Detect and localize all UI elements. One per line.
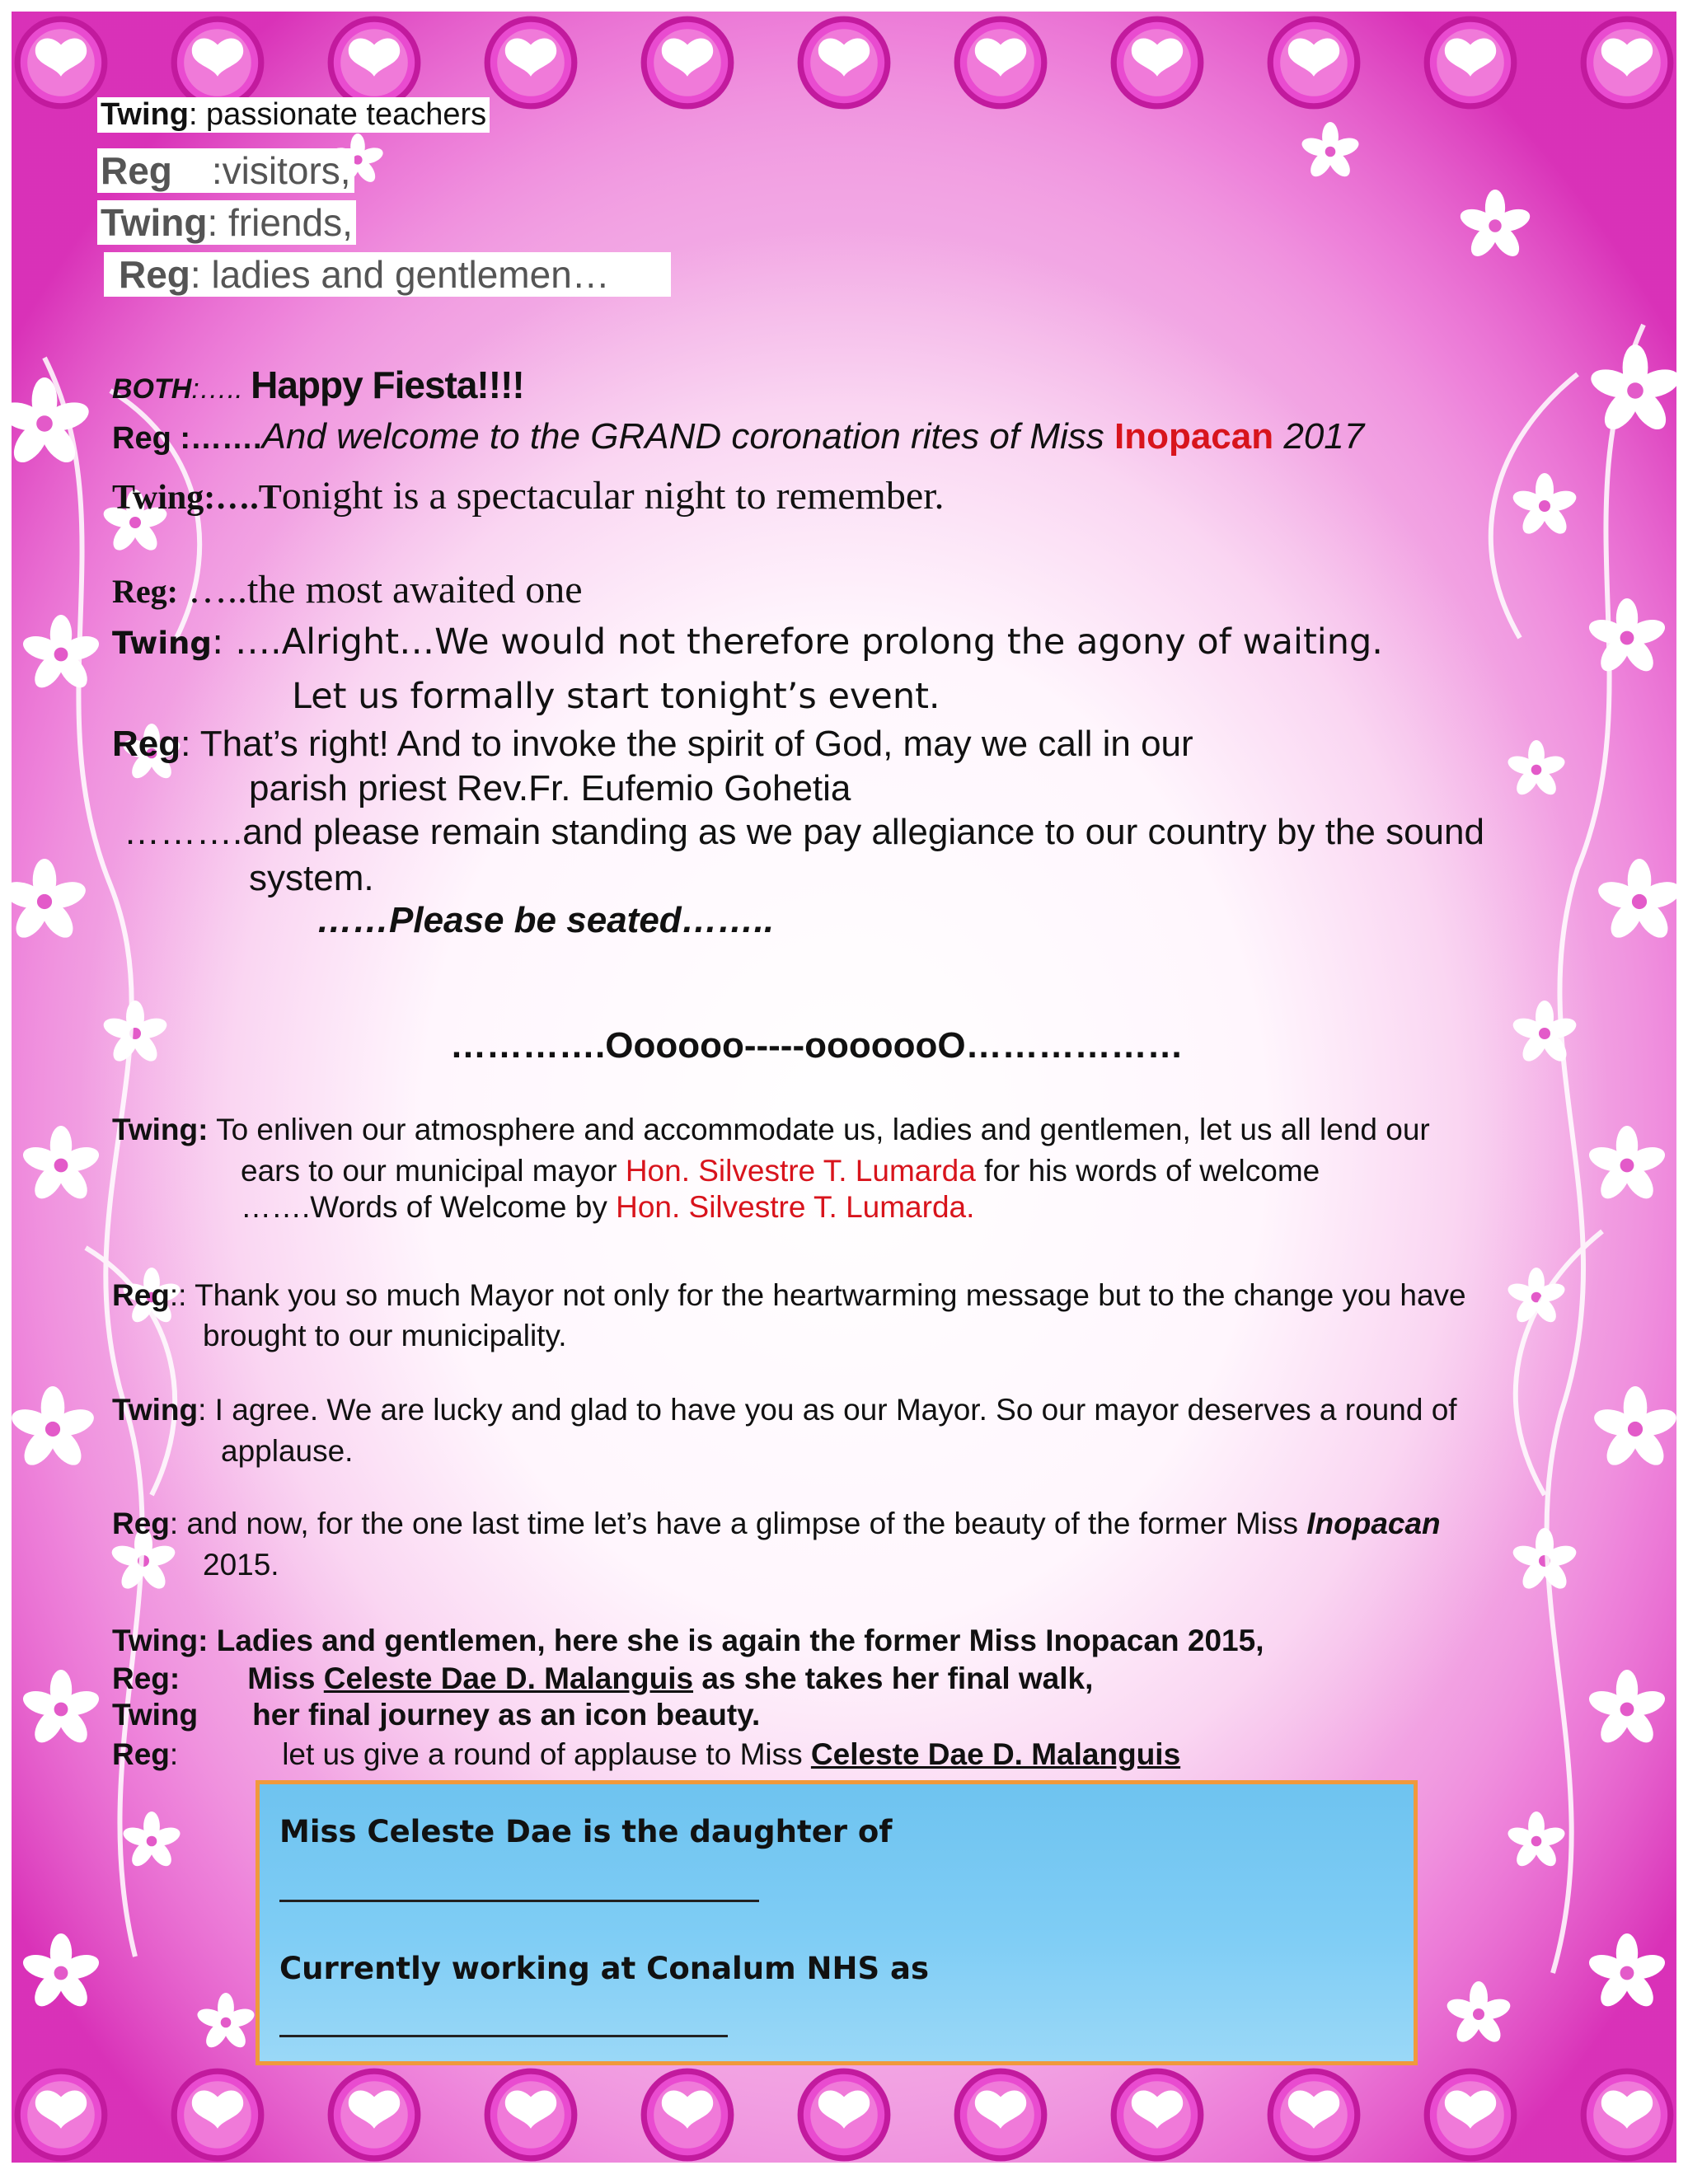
- line-25: 2015.: [203, 1548, 279, 1582]
- line-10: Let us formally start tonight’s event.: [292, 676, 940, 717]
- line-text: ears to our municipal mayor: [241, 1154, 626, 1188]
- line-2: [97, 148, 354, 193]
- line-3: [97, 200, 356, 245]
- speaker: Reg:: [112, 1661, 181, 1695]
- line-text: :: Thank you so much Mayor not only for the heartwarming message but to the change you have: [169, 1278, 1466, 1312]
- info-line-work: Currently working at Conalum NHS as: [279, 1951, 929, 1986]
- speaker: Twing: [112, 1698, 199, 1732]
- line-28: [112, 1698, 760, 1732]
- line-5: [112, 363, 524, 407]
- line-text: : ladies and gentlemen…: [190, 253, 610, 296]
- line-22: [112, 1393, 1457, 1427]
- pageant-name: Inopacan: [1114, 416, 1274, 457]
- line-18: [241, 1154, 1320, 1188]
- separator: :…..: [191, 373, 251, 405]
- speaker: Twing: [112, 1393, 199, 1427]
- decorated-page: [12, 12, 1676, 2163]
- speaker: BOTH: [112, 373, 192, 405]
- line-text: …….Words of Welcome by: [241, 1190, 617, 1224]
- line-text: : friends,: [207, 201, 353, 244]
- speaker: Reg: [112, 1278, 170, 1312]
- line-text: : and now, for the one last time let’s have a glimpse of the beauty of the former Miss: [169, 1507, 1307, 1540]
- speaker: Twing:: [112, 1113, 209, 1146]
- line-29: [112, 1737, 1180, 1772]
- line-26: [112, 1624, 1264, 1658]
- line-text: Miss: [247, 1661, 324, 1695]
- speaker: Reg:: [112, 573, 178, 610]
- line-text: :visitors,: [211, 149, 351, 192]
- line-text: And welcome to the GRAND coronation rites of Miss: [261, 416, 1114, 457]
- line-6: [112, 416, 1364, 457]
- info-box: [256, 1780, 1418, 2065]
- speaker: Reg: [112, 1737, 170, 1771]
- line-text: onight is a spectacular night to remember.: [281, 474, 945, 518]
- line-text: : passionate teachers: [188, 97, 487, 132]
- line-text: : I agree. We are lucky and glad to have you as our Mayor. So our mayor deserves a round of: [198, 1393, 1457, 1427]
- line-text: : That’s right! And to invoke the spirit of God, may we call in our: [181, 724, 1193, 764]
- queen-name: Celeste Dae D. Malanguis: [323, 1661, 694, 1695]
- line-text-2: let us give a round of applause to Miss: [282, 1737, 811, 1771]
- mayor-name: Hon. Silvestre T. Lumarda: [625, 1154, 976, 1188]
- line-text: her final journey as an icon beauty.: [252, 1698, 761, 1732]
- line-13: ……….and please remain standing as we pay allegiance to our country by the sound: [124, 812, 1484, 852]
- mayor-name: Hon. Silvestre T. Lumarda.: [616, 1190, 975, 1224]
- line-8: [112, 567, 583, 612]
- speaker: Reg: [119, 253, 190, 296]
- line-19: [241, 1190, 974, 1225]
- line-text-end: 2017: [1273, 416, 1365, 457]
- line-text: :: [169, 1737, 179, 1771]
- line-text: Ladies and gentlemen, here she is again the former Miss Inopacan 2015,: [208, 1624, 1264, 1657]
- line-4: [104, 252, 671, 297]
- blank-line-parents: [279, 1900, 759, 1902]
- line-text: : ….Alright…We would not therefore prolong the agony of waiting.: [211, 621, 1383, 663]
- line-12: parish priest Rev.Fr. Eufemio Gohetia: [249, 768, 851, 808]
- line-1: [97, 97, 490, 133]
- speaker: Twing:: [112, 1624, 209, 1657]
- speaker: Twing: [101, 201, 208, 244]
- line-text-end: for his words of welcome: [975, 1154, 1320, 1188]
- line-text: To enliven our atmosphere and accommodate us, ladies and gentlemen, let us all lend our: [208, 1113, 1430, 1146]
- speaker: Reg: [101, 149, 172, 192]
- line-text: …..the most awaited one: [177, 568, 583, 612]
- line-17: [112, 1113, 1430, 1147]
- speaker: Reg: [112, 724, 181, 764]
- line-9: [112, 621, 1383, 663]
- line-text: Happy Fiesta!!!!: [251, 363, 524, 406]
- line-7: [112, 473, 945, 518]
- speaker: Reg: [112, 1507, 170, 1540]
- line-11: [112, 724, 1193, 765]
- speaker: Twing: [112, 626, 212, 661]
- section-divider: ………….Oooooo-----ooooooO………………: [450, 1025, 1184, 1066]
- speaker: Twing: [101, 97, 189, 132]
- line-20: [112, 1278, 1466, 1313]
- pageant-name: Inopacan: [1306, 1507, 1441, 1540]
- line-15: ……Please be seated……..: [316, 900, 775, 940]
- line-21: brought to our municipality.: [203, 1319, 567, 1352]
- queen-name: Celeste Dae D. Malanguis: [810, 1737, 1181, 1771]
- info-line-parents: Miss Celeste Dae is the daughter of: [279, 1814, 893, 1849]
- line-24: [112, 1507, 1441, 1541]
- line-14: system.: [249, 858, 374, 898]
- blank-line-work: [279, 2035, 728, 2037]
- speaker: Reg :…….: [112, 421, 262, 456]
- line-27: [112, 1661, 1093, 1696]
- speaker: Twing:….T: [112, 479, 282, 517]
- line-text-end: as she takes her final walk,: [693, 1661, 1094, 1695]
- line-23: applause.: [221, 1434, 354, 1468]
